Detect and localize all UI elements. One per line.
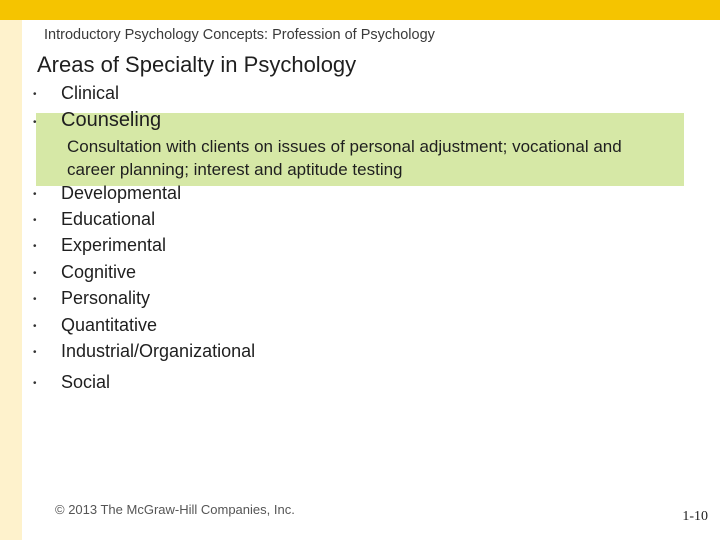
page-number: 1-10 [682,509,708,524]
bullet-marker: • [33,89,37,100]
list-item-industrial-organizational: Industrial/Organizational [61,341,256,361]
left-accent-strip [0,20,22,540]
list-item-experimental: Experimental [61,235,167,255]
list-item-clinical: Clinical [61,83,120,103]
bullet-marker: • [33,189,37,200]
bullet-marker: • [33,347,37,358]
list-item-cognitive: Cognitive [61,262,137,282]
list-item-educational: Educational [61,209,156,229]
list-item-social: Social [61,372,111,392]
bullet-marker: • [33,294,37,305]
bullet-marker: • [33,117,37,128]
list-item-quantitative: Quantitative [61,315,158,335]
bullet-marker: • [33,268,37,279]
list-item-developmental: Developmental [61,183,182,203]
bullet-marker: • [33,378,37,389]
list-item-counseling: Counseling [61,109,162,131]
slide-title: Areas of Specialty in Psychology [37,52,357,77]
copyright-notice: © 2013 The McGraw-Hill Companies, Inc. [55,502,295,517]
bullet-marker: • [33,321,37,332]
counseling-description: Consultation with clients on issues of personal adjustment; vocational and career planning; interest and aptitude testing [67,137,622,179]
bullet-marker: • [33,215,37,226]
bullet-marker: • [33,241,37,252]
course-header: Introductory Psychology Concepts: Profession of Psychology [44,27,435,43]
list-item-personality: Personality [61,288,151,308]
top-accent-bar [0,0,720,20]
